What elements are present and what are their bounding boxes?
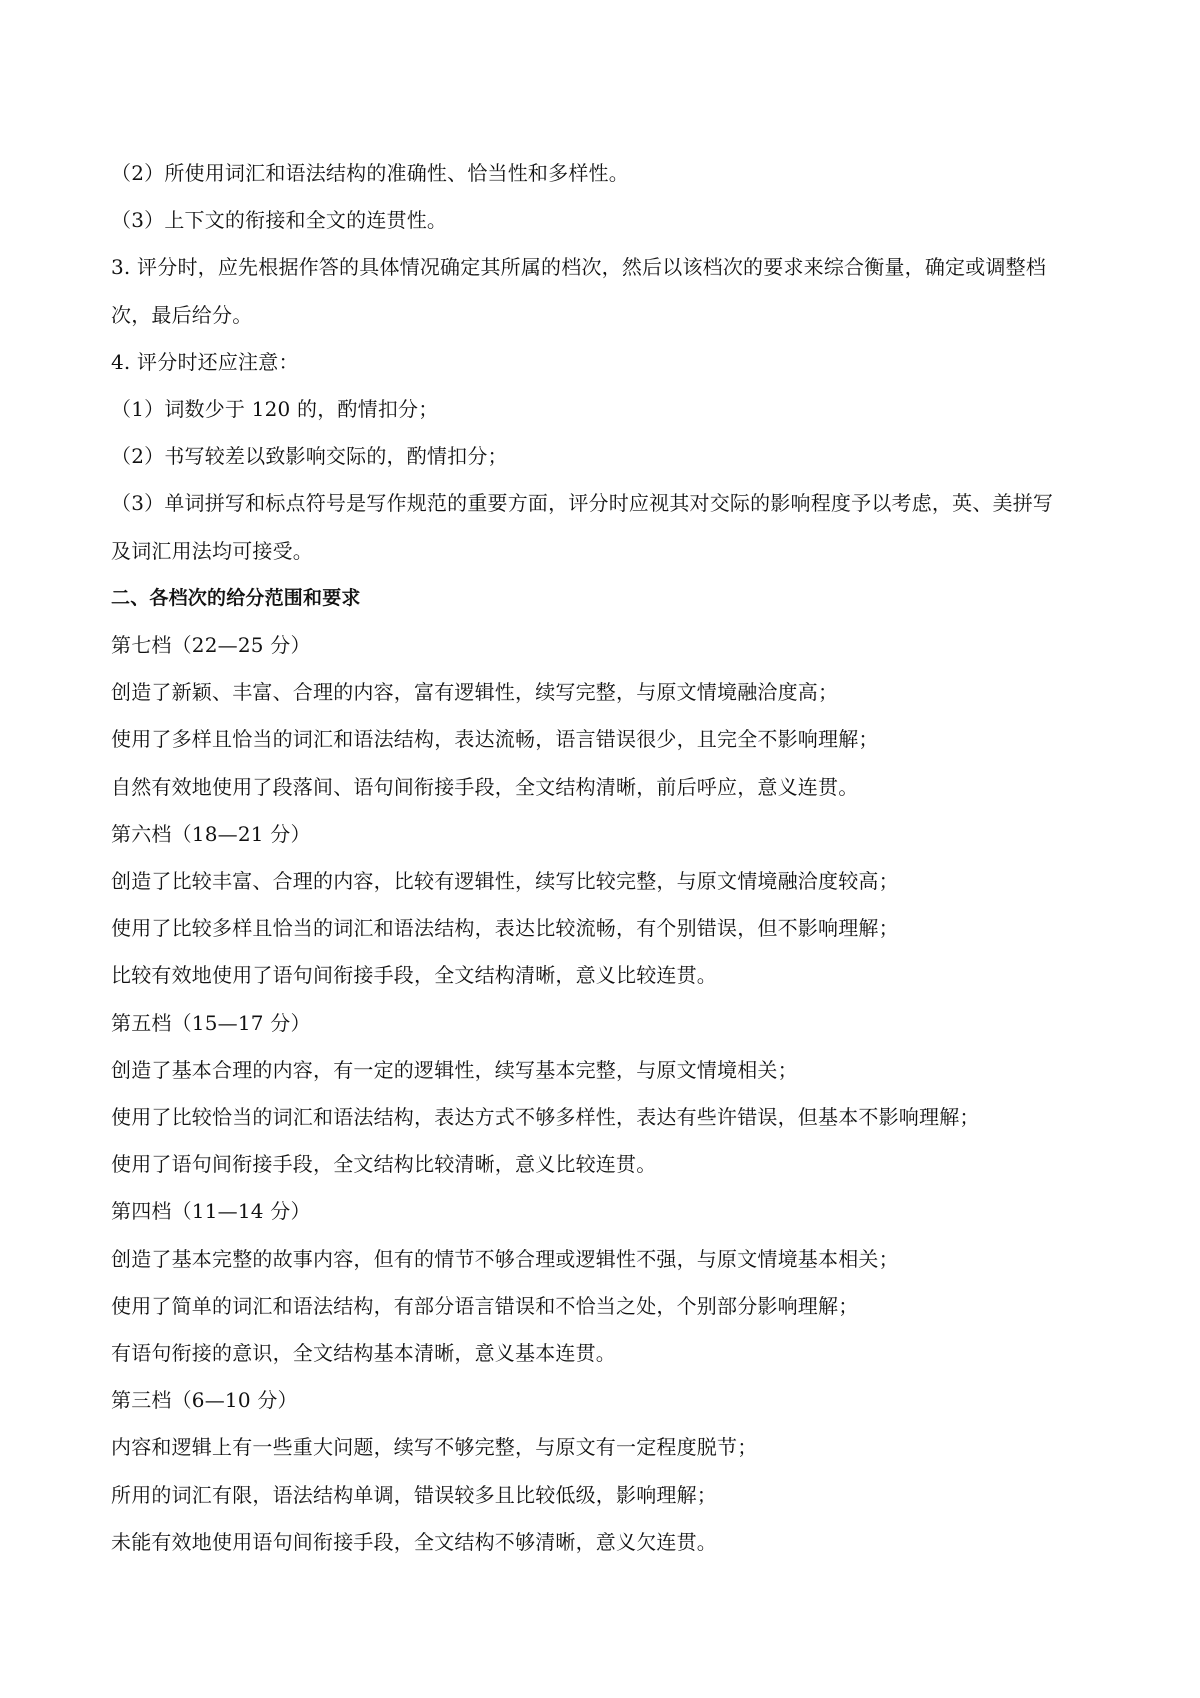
tier-5-title: 第五档（15—17 分） xyxy=(111,1010,311,1035)
note-item-3-line-1: （3）单词拼写和标点符号是写作规范的重要方面，评分时应视其对交际的影响程度予以考虑，英、美拼写 xyxy=(111,491,1054,516)
note-item-1: （1）词数少于 120 的，酌情扣分； xyxy=(111,397,439,422)
rule-3-line-2: 次，最后给分。 xyxy=(111,302,253,327)
tier-7-language: 使用了多样且恰当的词汇和语法结构，表达流畅，语言错误很少，且完全不影响理解； xyxy=(111,727,879,752)
tier-3-content: 内容和逻辑上有一些重大问题，续写不够完整，与原文有一定程度脱节； xyxy=(111,1435,758,1460)
tier-6-title: 第六档（18—21 分） xyxy=(111,821,311,846)
criteria-item-2: （2）所使用词汇和语法结构的准确性、恰当性和多样性。 xyxy=(111,161,629,185)
tier-4-title: 第四档（11—14 分） xyxy=(111,1199,311,1224)
section-heading: 二、各档次的给分范围和要求 xyxy=(111,586,361,609)
tier-7-content: 创造了新颖、丰富、合理的内容，富有逻辑性，续写完整，与原文情境融洽度高； xyxy=(111,680,839,705)
tier-4-content: 创造了基本完整的故事内容，但有的情节不够合理或逻辑性不强，与原文情境基本相关； xyxy=(111,1246,899,1271)
tier-5-content: 创造了基本合理的内容，有一定的逻辑性，续写基本完整，与原文情境相关； xyxy=(111,1057,798,1082)
tier-6-language: 使用了比较多样且恰当的词汇和语法结构，表达比较流畅，有个别错误，但不影响理解； xyxy=(111,916,899,941)
note-item-2: （2）书写较差以致影响交际的，酌情扣分； xyxy=(111,444,508,469)
tier-5-structure: 使用了语句间衔接手段，全文结构比较清晰，意义比较连贯。 xyxy=(111,1152,657,1177)
tier-3-structure: 未能有效地使用语句间衔接手段，全文结构不够清晰，意义欠连贯。 xyxy=(111,1529,717,1554)
rule-4: 4. 评分时还应注意： xyxy=(111,349,299,374)
tier-3-language: 所用的词汇有限，语法结构单调，错误较多且比较低级，影响理解； xyxy=(111,1482,717,1507)
tier-3-title: 第三档（6—10 分） xyxy=(111,1388,298,1413)
rule-3-line-1: 3. 评分时，应先根据作答的具体情况确定其所属的档次，然后以该档次的要求来综合衡量，确定或调整档 xyxy=(111,255,1047,280)
tier-7-structure: 自然有效地使用了段落间、语句间衔接手段，全文结构清晰，前后呼应，意义连贯。 xyxy=(111,774,859,799)
note-item-3-line-2: 及词汇用法均可接受。 xyxy=(111,538,313,563)
tier-4-structure: 有语句衔接的意识，全文结构基本清晰，意义基本连贯。 xyxy=(111,1341,616,1366)
document-body xyxy=(111,150,1091,1566)
tier-6-structure: 比较有效地使用了语句间衔接手段，全文结构清晰，意义比较连贯。 xyxy=(111,963,717,988)
criteria-item-3: （3）上下文的衔接和全文的连贯性。 xyxy=(111,208,448,233)
tier-6-content: 创造了比较丰富、合理的内容，比较有逻辑性，续写比较完整，与原文情境融洽度较高； xyxy=(111,869,899,894)
tier-4-language: 使用了简单的词汇和语法结构，有部分语言错误和不恰当之处，个别部分影响理解； xyxy=(111,1293,859,1318)
tier-7-title: 第七档（22—25 分） xyxy=(111,633,311,658)
tier-5-language: 使用了比较恰当的词汇和语法结构，表达方式不够多样性，表达有些许错误，但基本不影响理解； xyxy=(111,1105,980,1130)
